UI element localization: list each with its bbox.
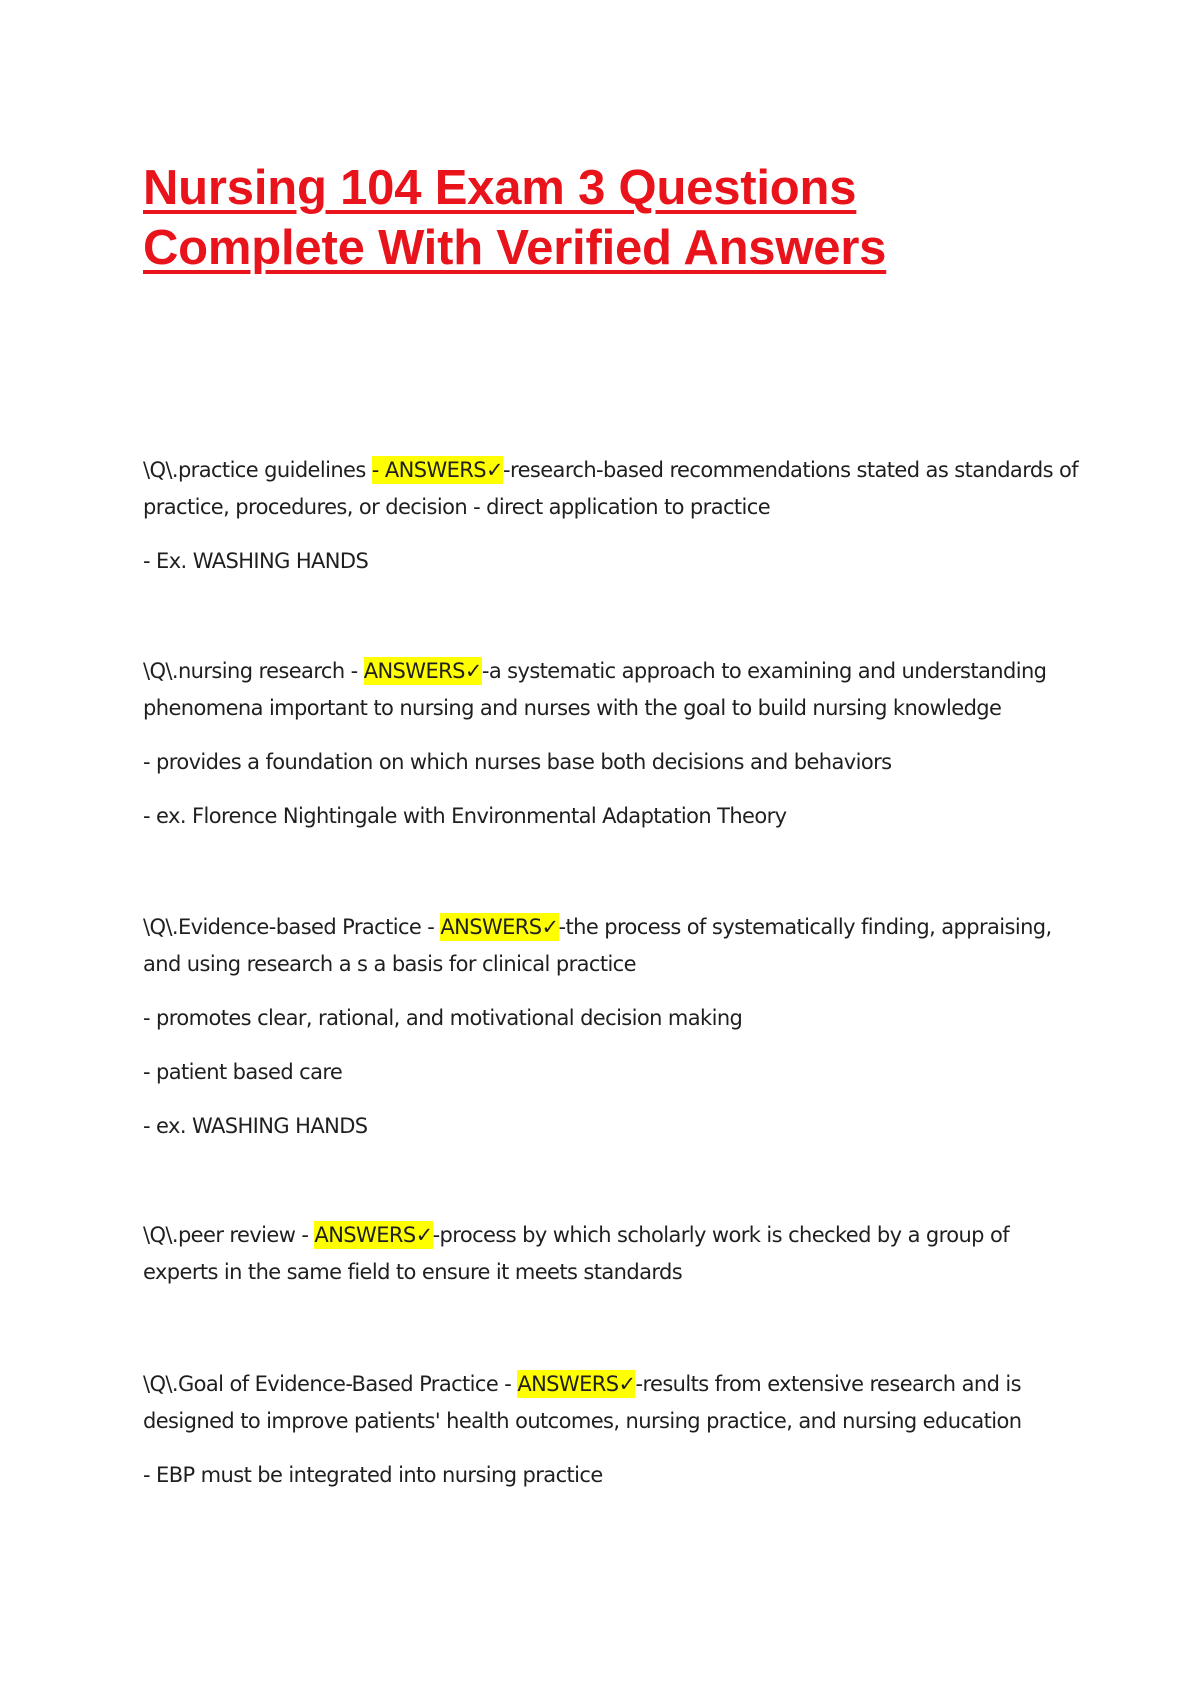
answers-highlight: - ANSWERS✓ <box>371 458 504 482</box>
answer-text: -results from extensive research and is designed to improve patients' health outcomes, nursing practice, and nursing education <box>143 1372 1022 1433</box>
answer-note: - ex. Florence Nightingale with Environmental Adaptation Theory <box>143 804 787 828</box>
answer-text: -the process of systematically finding, appraising, and using research a s a basis for clinical practice <box>143 915 1052 976</box>
qa-answer-paragraph <box>143 452 1083 526</box>
qa-item-peer-review <box>143 1217 1083 1291</box>
qa-answer-paragraph <box>143 653 1083 727</box>
answers-highlight: ANSWERS✓ <box>363 659 482 683</box>
answer-text: -process by which scholarly work is checked by a group of experts in the same field to ensure it meets standards <box>143 1223 1010 1284</box>
document-title <box>143 158 1083 278</box>
qa-answer-paragraph <box>143 1366 1083 1440</box>
answers-highlight: ANSWERS✓ <box>517 1372 636 1396</box>
answer-note: - EBP must be integrated into nursing practice <box>143 1463 603 1487</box>
qa-answer-paragraph <box>143 909 1083 983</box>
answer-note: - Ex. WASHING HANDS <box>143 549 369 573</box>
answers-highlight: ANSWERS✓ <box>440 915 559 939</box>
question-text: \Q\.Evidence-based Practice - <box>143 915 441 939</box>
qa-item-goal-of-ebp <box>143 1366 1083 1494</box>
question-text: \Q\.nursing research - <box>143 659 364 683</box>
question-text: \Q\.practice guidelines <box>143 458 372 482</box>
answer-note: - patient based care <box>143 1060 343 1084</box>
qa-item-evidence-based-practice <box>143 909 1083 1145</box>
answers-highlight: ANSWERS✓ <box>314 1223 433 1247</box>
question-text: \Q\.peer review - <box>143 1223 315 1247</box>
answer-text: -a systematic approach to examining and understanding phenomena important to nursing and nurses with the goal to build nursing knowledge <box>143 659 1047 720</box>
qa-answer-paragraph <box>143 1217 1083 1291</box>
question-text: \Q\.Goal of Evidence-Based Practice - <box>143 1372 518 1396</box>
answer-text: -research-based recommendations stated as standards of practice, procedures, or decision - direct application to practice <box>143 458 1079 519</box>
answer-note: - promotes clear, rational, and motivational decision making <box>143 1006 743 1030</box>
answer-note: - provides a foundation on which nurses base both decisions and behaviors <box>143 750 892 774</box>
title-line-1: Nursing 104 Exam 3 Questions <box>143 161 857 215</box>
title-line-2: Complete With Verified Answers <box>143 221 887 275</box>
answer-note: - ex. WASHING HANDS <box>143 1114 368 1138</box>
qa-item-practice-guidelines <box>143 452 1083 580</box>
qa-item-nursing-research <box>143 653 1083 835</box>
